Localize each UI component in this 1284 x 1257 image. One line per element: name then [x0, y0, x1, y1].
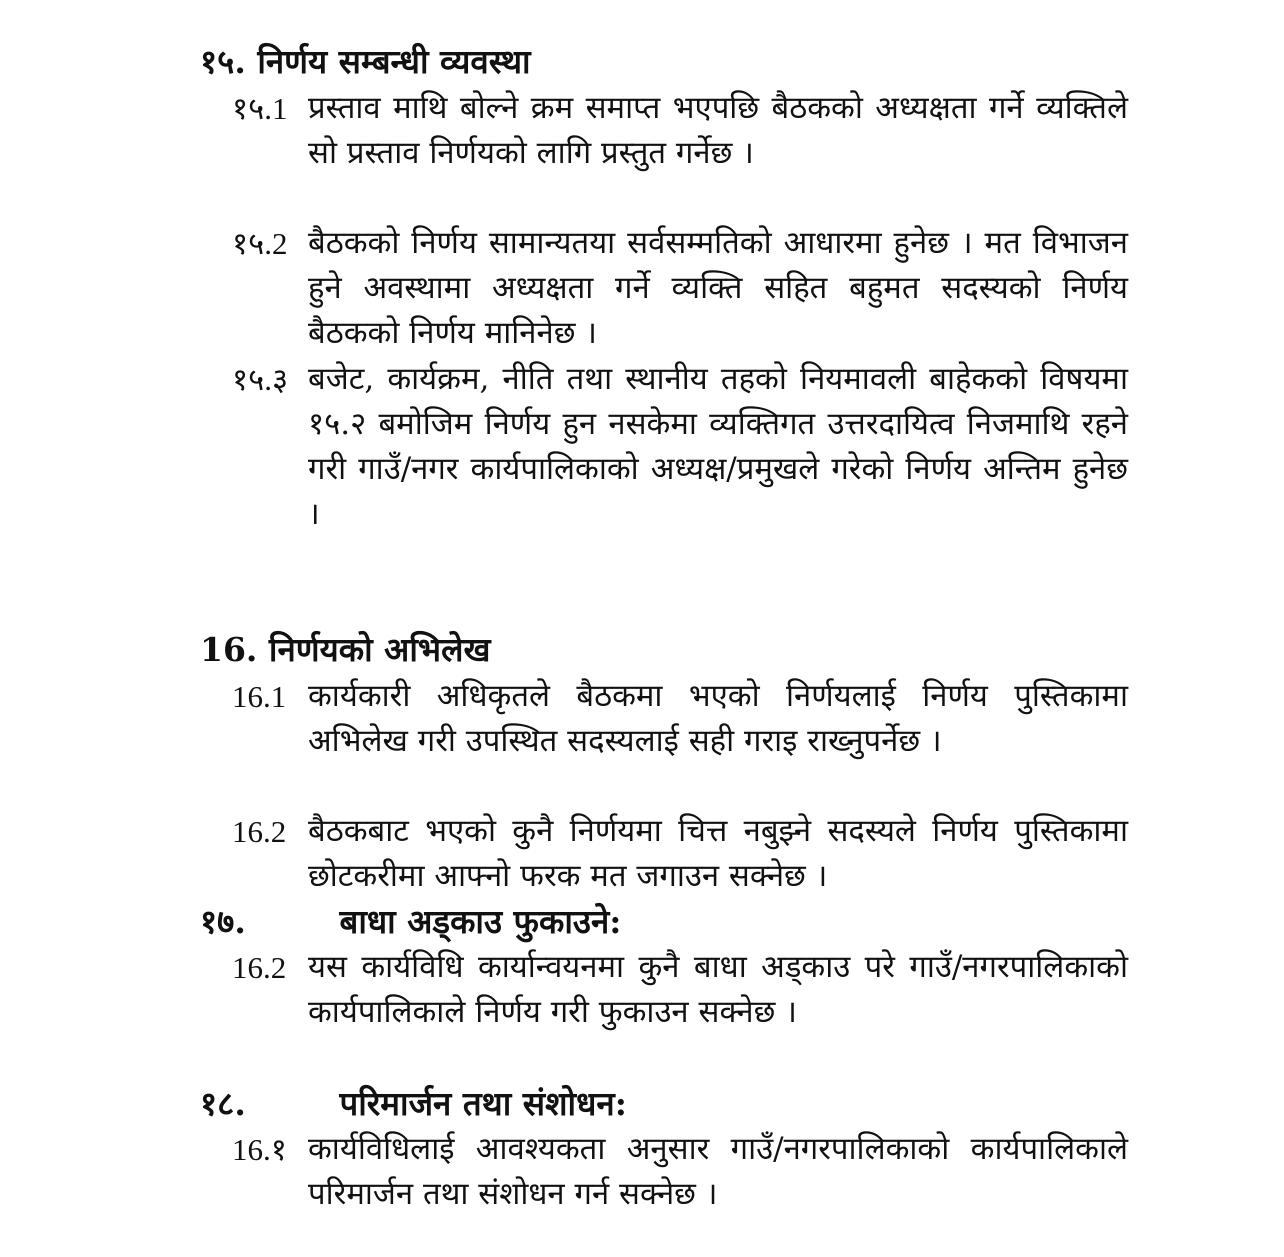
clause-15-2	[232, 221, 1128, 356]
clause-18-1	[232, 1127, 1128, 1217]
clause-text: बजेट, कार्यक्रम, नीति तथा स्थानीय तहको नियमावली बाहेकको विषयमा १५.२ बमोजिम निर्णय हुन नसकेमा व्यक्तिगत उत्तरदायित्व निजमाथि रहने गरी गाउँ/नगर कार्यपालिकाको अध्यक्ष/प्रमुखले गरेको निर्णय अन्तिम हुनेछ ।	[308, 361, 1128, 532]
section-heading-15	[200, 40, 531, 84]
clause-15-3	[232, 357, 1128, 537]
clause-text: यस कार्यविधि कार्यान्वयनमा कुनै बाधा अड्काउ परे गाउँ/नगरपालिकाको कार्यपालिकाले निर्णय गरी फुकाउन सक्नेछ ।	[308, 949, 1128, 1030]
clause-text: कार्यकारी अधिकृतले बैठकमा भएको निर्णयलाई निर्णय पुस्तिकामा अभिलेख गरी उपस्थित सदस्यलाई सही गराइ राख्नुपर्नेछ ।	[308, 678, 1128, 759]
section-title: निर्णयको अभिलेख	[268, 630, 491, 669]
section-heading-16	[200, 628, 491, 672]
section-number: १८.	[200, 1084, 246, 1123]
clause-16-1	[232, 674, 1128, 764]
clause-text: प्रस्ताव माथि बोल्ने क्रम समाप्त भएपछि बैठकको अध्यक्षता गर्ने व्यक्तिले सो प्रस्ताव निर्णयको लागि प्रस्तुत गर्नेछ ।	[308, 90, 1128, 171]
section-number: १५.	[200, 42, 246, 81]
clause-number: 16.1	[232, 679, 287, 714]
clause-number: 16.१	[232, 1132, 287, 1167]
clause-number: 16.2	[232, 814, 287, 849]
clause-text: बैठकको निर्णय सामान्यतया सर्वसम्मतिको आधारमा हुनेछ । मत विभाजन हुने अवस्थामा अध्यक्षता गर्ने व्यक्ति सहित बहुमत सदस्यको निर्णय बैठकको निर्णय मानिनेछ ।	[308, 225, 1128, 351]
clause-text: बैठकबाट भएको कुनै निर्णयमा चित्त नबुझ्ने सदस्यले निर्णय पुस्तिकामा छोटकरीमा आफ्नो फरक मत जगाउन सक्नेछ ।	[308, 813, 1128, 894]
section-title: परिमार्जन तथा संशोधन:	[339, 1084, 627, 1123]
section-heading-18	[200, 1082, 627, 1126]
clause-16-2	[232, 809, 1128, 899]
section-title: बाधा अड्काउ फुकाउने:	[339, 902, 622, 941]
clause-number: १५.1	[232, 91, 288, 126]
section-number: 16.	[200, 630, 258, 669]
clause-15-1	[232, 86, 1128, 176]
clause-number: १५.३	[232, 362, 289, 397]
section-number: १७.	[200, 902, 246, 941]
clause-number: १५.2	[232, 226, 288, 261]
clause-17-1	[232, 945, 1128, 1035]
clause-text: कार्यविधिलाई आवश्यकता अनुसार गाउँ/नगरपालिकाको कार्यपालिकाले परिमार्जन तथा संशोधन गर्न सक्नेछ ।	[308, 1131, 1128, 1212]
clause-number: 16.2	[232, 950, 287, 985]
section-heading-17	[200, 900, 621, 944]
section-title: निर्णय सम्बन्धी व्यवस्था	[257, 42, 531, 81]
